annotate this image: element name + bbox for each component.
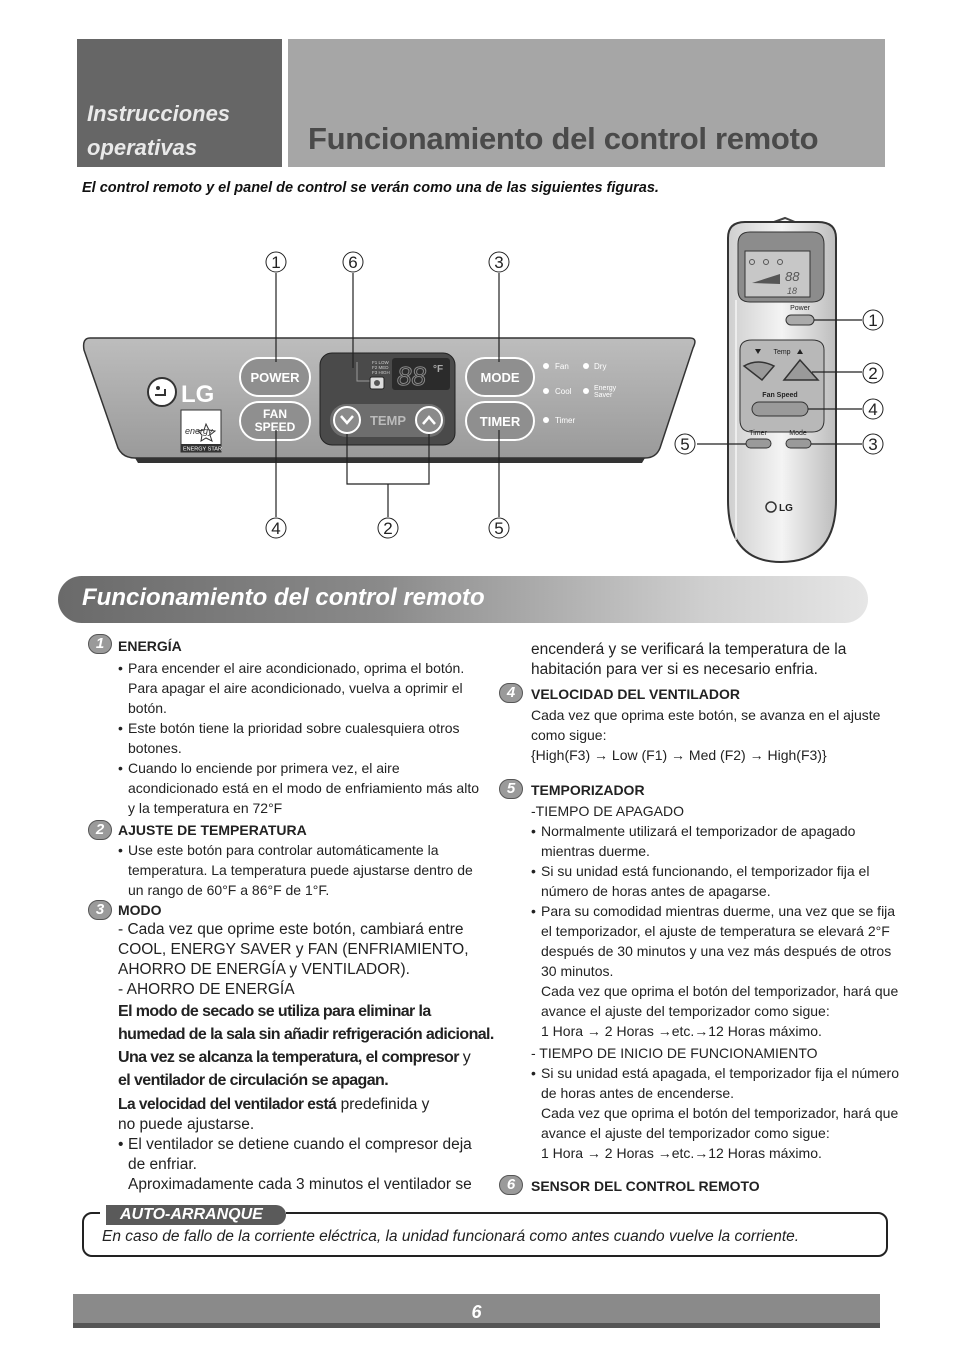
svg-text:LG: LG	[779, 503, 793, 514]
modo-continuation: encenderá y se verificará la temperatura de la habitación para ver si es necesario enfria.	[531, 641, 847, 678]
svg-text:LG: LG	[181, 381, 215, 408]
section-temperatura	[88, 820, 503, 900]
section-sensor	[499, 1175, 899, 1197]
subheading: -TIEMPO DE APAGADO	[531, 803, 684, 819]
paragraph: - Cada vez que oprime este botón, cambiará entre COOL, ENERGY SAVER y FAN (ENFRIAMIENTO, AHORRO DE ENERGÍA y VENTILADOR). - AHORRO DE ENERGÍA	[118, 921, 469, 998]
temp-down-button[interactable]	[334, 407, 360, 433]
fan-speed-note: La velocidad del ventilador está predefinida y no puede ajustarse.	[118, 1096, 430, 1133]
bullet: • Normalmente utilizará el temporizador de apagado mientras duerme.	[531, 821, 899, 861]
svg-text:F3 HIGH: F3 HIGH	[372, 370, 390, 375]
svg-text:18: 18	[787, 286, 798, 296]
svg-text:5: 5	[494, 519, 504, 538]
svg-text:3: 3	[494, 253, 504, 272]
bullet: • Si su unidad está apagada, el temporizador fija el número de horas antes de encenderse.	[531, 1063, 899, 1103]
section-title: TEMPORIZADOR	[531, 782, 645, 798]
lg-logo	[148, 378, 214, 408]
panel-power-button[interactable]	[240, 358, 310, 396]
panel-timer-button[interactable]	[466, 402, 534, 440]
svg-text:Timer: Timer	[749, 430, 767, 437]
svg-text:Dry: Dry	[594, 362, 607, 371]
auto-restart-label: AUTO-ARRANQUE	[106, 1205, 286, 1225]
left-column	[88, 634, 503, 1195]
svg-text:Mode: Mode	[789, 430, 807, 437]
svg-text:5: 5	[680, 435, 690, 454]
section-number: 4	[499, 683, 523, 703]
panel-fan-speed-button[interactable]	[240, 402, 310, 440]
paragraph: Cada vez que oprima el botón del temporizador, hará que avance el ajuste del temporizador como sigue: 1 Hora → 2 Horas →etc.→12 Horas máximo.	[541, 983, 899, 1039]
energy-star-logo	[181, 410, 222, 453]
svg-text:MODE: MODE	[480, 370, 520, 385]
bullet: • Para encender el aire acondicionado, oprima el botón. Para apagar el aire acondicionado, vuelva a oprimir el botón.	[118, 658, 503, 718]
section-title: VELOCIDAD DEL VENTILADOR	[531, 686, 740, 702]
svg-text:3: 3	[868, 435, 878, 454]
section-modo	[88, 900, 503, 1195]
section-name-line1: Instrucciones	[87, 101, 231, 126]
section-name-line2: operativas	[87, 135, 198, 160]
svg-text:ENERGY STAR: ENERGY STAR	[183, 446, 222, 453]
bullet: • Cuando lo enciende por primera vez, el aire acondicionado está en el modo de enfriamiento más alto y la temperatura en 72°F	[118, 758, 503, 818]
section-number: 1	[88, 634, 112, 654]
page-number: 6	[471, 1302, 482, 1322]
bullet: • Este botón tiene la prioridad sobre cualesquiera otros botones.	[118, 718, 503, 758]
svg-text:Power: Power	[790, 305, 810, 312]
section-number: 5	[499, 779, 523, 799]
svg-text:Fan: Fan	[555, 362, 569, 371]
section-number: 3	[88, 900, 112, 920]
section-energia	[88, 634, 503, 818]
temp-unit: °F	[433, 364, 444, 375]
paragraph: Cada vez que oprima este botón, se avanza en el ajuste como sigue: {High(F3) → Low (F1) → Med (F2) → High(F3)}	[531, 707, 881, 763]
svg-text:6: 6	[348, 253, 358, 272]
section-title: ENERGÍA	[118, 638, 182, 654]
svg-text:1: 1	[868, 311, 878, 330]
control-figure	[0, 0, 954, 570]
temp-display: 88	[397, 361, 426, 391]
svg-text:Temp: Temp	[773, 349, 791, 356]
svg-text:4: 4	[868, 400, 878, 419]
section-temporizador	[499, 779, 899, 1163]
remote-power-button[interactable]	[786, 315, 814, 325]
page-title: Funcionamiento del control remoto	[308, 121, 819, 156]
bullet: • Para su comodidad mientras duerme, una vez que se fija el temporizador, el ajuste de temperatura se elevará 2°F después de 30 minutos y una vez más después de otros 30 minutos.	[531, 901, 899, 981]
subheading: - TIEMPO DE INICIO DE FUNCIONAMIENTO	[531, 1045, 818, 1061]
remote-mode-button[interactable]	[786, 439, 811, 448]
svg-text:Timer: Timer	[555, 416, 576, 425]
remote-control	[728, 218, 836, 562]
svg-text:FAN: FAN	[263, 407, 287, 421]
right-column	[499, 640, 899, 1197]
remote-timer-button[interactable]	[746, 439, 771, 448]
auto-restart-text: En caso de fallo de la corriente eléctrica, la unidad funcionará como antes cuando vuelve la corriente.	[102, 1228, 800, 1245]
svg-text:F1 LOW: F1 LOW	[372, 360, 389, 365]
svg-text:Cool: Cool	[555, 387, 572, 396]
temp-up-button[interactable]	[416, 407, 442, 433]
section-number: 6	[499, 1175, 523, 1195]
svg-text:1: 1	[271, 253, 281, 272]
svg-text:2: 2	[383, 519, 393, 538]
svg-text:Fan Speed: Fan Speed	[762, 392, 798, 399]
section-band	[58, 576, 868, 623]
band-title: Funcionamiento del control remoto	[82, 584, 485, 611]
svg-text:88: 88	[785, 269, 800, 284]
paragraph: Cada vez que oprima el botón del temporizador, hará que avance el ajuste del temporizador como sigue: 1 Hora → 2 Horas →etc.→12 Horas máximo.	[541, 1105, 899, 1161]
svg-text:2: 2	[868, 364, 878, 383]
svg-text:TIMER: TIMER	[479, 414, 521, 429]
section-title: AJUSTE DE TEMPERATURA	[118, 822, 307, 838]
section-title: SENSOR DEL CONTROL REMOTO	[531, 1178, 760, 1194]
bullet: • El ventilador se detiene cuando el compresor deja de enfriar. Aproximadamente cada 3 minutos el ventilador se	[118, 1135, 503, 1195]
dry-mode-note: El modo de secado se utiliza para eliminar la humedad de la sala sin añadir refrigeración adicional. Una vez se alcanza la temperatura, el compresor y el ventilador de circulación se apagan.	[118, 1003, 494, 1089]
svg-text:Energy: Energy	[594, 385, 617, 392]
section-title: MODO	[118, 902, 162, 918]
bullet: • Use este botón para controlar automáticamente la temperatura. La temperatura puede ajustarse dentro de un rango de 60°F a 86°F de 1°F.	[118, 840, 503, 900]
svg-text:SPEED: SPEED	[254, 420, 296, 434]
svg-text:F2 MED: F2 MED	[372, 365, 389, 370]
temp-label: TEMP	[369, 413, 407, 428]
svg-text:energy: energy	[185, 426, 213, 436]
panel-mode-button[interactable]	[466, 358, 534, 396]
auto-restart-tab	[100, 1203, 286, 1227]
remote-fan-speed-button[interactable]	[752, 402, 808, 416]
svg-text:4: 4	[271, 519, 281, 538]
remote-lcd	[745, 251, 810, 297]
intro-text: El control remoto y el panel de control se verán como una de las siguientes figuras.	[82, 180, 659, 196]
section-number: 2	[88, 820, 112, 840]
svg-text:POWER: POWER	[250, 370, 300, 385]
section-velocidad	[499, 683, 899, 765]
svg-text:Saver: Saver	[594, 392, 613, 399]
footer-bar	[73, 1294, 880, 1328]
bullet: • Si su unidad está funcionando, el temporizador fija el número de horas antes de apagarse.	[531, 861, 899, 901]
